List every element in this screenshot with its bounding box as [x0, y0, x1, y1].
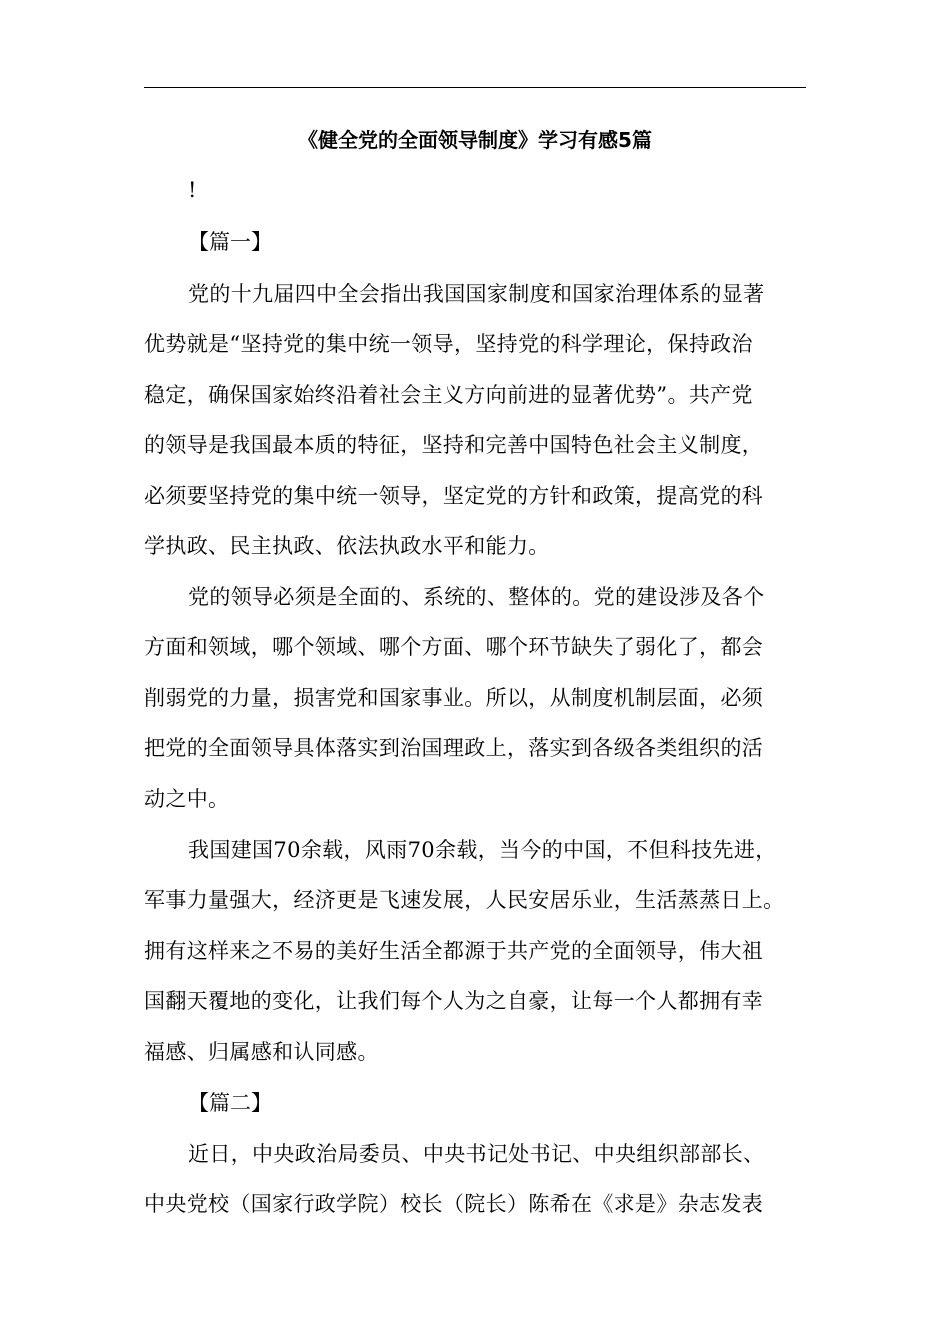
paragraph-line: 学执政、民主执政、依法执政水平和能力。: [144, 534, 550, 558]
paragraph-line: 中央党校（国家行政学院）校长（院长）陈希在《求是》杂志发表: [144, 1192, 764, 1216]
paragraph-line: 党的领导必须是全面的、系统的、整体的。党的建设涉及各个: [188, 585, 765, 609]
paragraph-line: 方面和领域，哪个领域、哪个方面、哪个环节缺失了弱化了，都会: [144, 635, 764, 659]
paragraph-line: 的领导是我国最本质的特征，坚持和完善中国特色社会主义制度，: [144, 433, 764, 457]
paragraph-line: 把党的全面领导具体落实到治国理政上，落实到各级各类组织的活: [144, 736, 764, 760]
paragraph-line: 福感、归属感和认同感。: [144, 1040, 379, 1064]
paragraph-line: 必须要坚持党的集中统一领导，坚定党的方针和政策，提高党的科: [144, 484, 764, 508]
header-rule: [144, 87, 806, 88]
paragraph-line: 近日，中央政治局委员、中央书记处书记、中央组织部部长、: [188, 1142, 765, 1166]
paragraph-line: 我国建国70余载，风雨70余载，当今的中国，不但科技先进，: [188, 838, 777, 862]
stray-mark: !: [188, 178, 197, 202]
paragraph-line: 稳定，确保国家始终沿着社会主义方向前进的显著优势”。共产党: [144, 383, 753, 407]
document-title: 《健全党的全面领导制度》学习有感5篇: [298, 128, 652, 152]
section-heading-1: 【篇一】: [188, 230, 272, 254]
paragraph-line: 优势就是“坚持党的集中统一领导，坚持党的科学理论，保持政治: [144, 332, 753, 356]
paragraph-line: 削弱党的力量，损害党和国家事业。所以，从制度机制层面，必须: [144, 686, 764, 710]
section-heading-2: 【篇二】: [188, 1091, 272, 1115]
paragraph-line: 国翻天覆地的变化，让我们每个人为之自豪，让每一个人都拥有幸: [144, 989, 764, 1013]
paragraph-line: 拥有这样来之不易的美好生活全都源于共产党的全面领导，伟大祖: [144, 939, 764, 963]
paragraph-line: 军事力量强大，经济更是飞速发展，人民安居乐业，生活蒸蒸日上。: [144, 888, 785, 912]
paragraph-line: 动之中。: [144, 787, 230, 811]
paragraph-line: 党的十九届四中全会指出我国国家制度和国家治理体系的显著: [188, 282, 765, 306]
